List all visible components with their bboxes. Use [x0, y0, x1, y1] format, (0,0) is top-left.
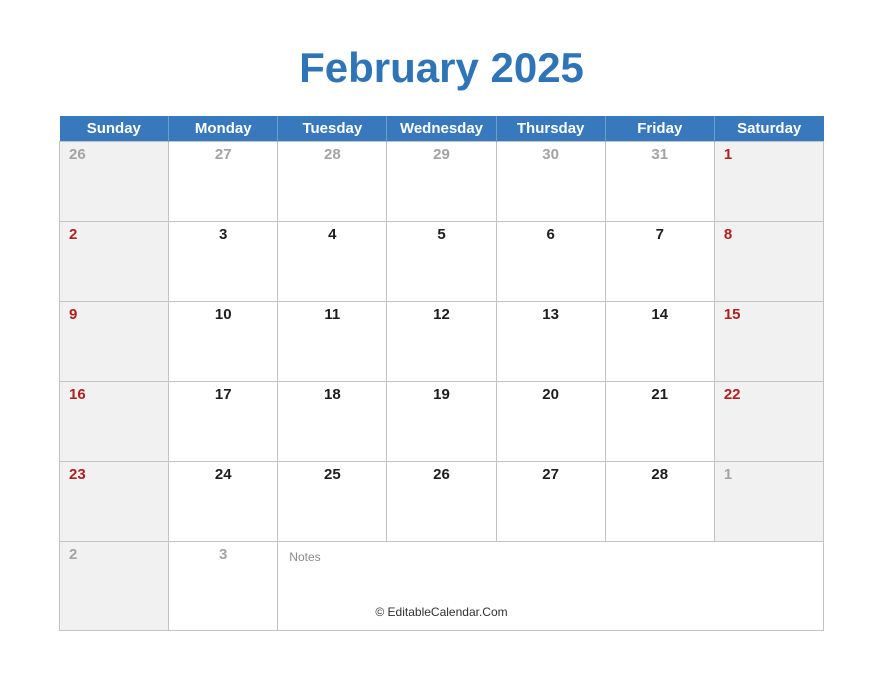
day-cell[interactable]: 29 [387, 142, 496, 222]
calendar-body [60, 142, 824, 631]
calendar-week-row [60, 382, 824, 462]
day-cell[interactable]: 8 [714, 222, 823, 302]
day-cell[interactable]: 31 [605, 142, 714, 222]
day-cell[interactable]: 27 [169, 142, 278, 222]
day-cell[interactable]: 4 [278, 222, 387, 302]
day-cell[interactable]: 6 [496, 222, 605, 302]
day-cell[interactable]: 3 [169, 222, 278, 302]
weekday-header-wednesday: Wednesday [387, 116, 496, 142]
day-cell[interactable]: 26 [60, 142, 169, 222]
day-cell[interactable]: 17 [169, 382, 278, 462]
day-cell[interactable]: 30 [496, 142, 605, 222]
day-cell[interactable]: 21 [605, 382, 714, 462]
weekday-header-row [60, 116, 824, 142]
day-cell[interactable]: 23 [60, 462, 169, 542]
weekday-header-sunday: Sunday [60, 116, 169, 142]
weekday-header-saturday: Saturday [714, 116, 823, 142]
day-cell[interactable]: 10 [169, 302, 278, 382]
weekday-header-monday: Monday [169, 116, 278, 142]
calendar-table [59, 116, 824, 631]
day-cell[interactable]: 13 [496, 302, 605, 382]
weekday-header-tuesday: Tuesday [278, 116, 387, 142]
day-cell[interactable]: 1 [714, 142, 823, 222]
day-cell[interactable]: 18 [278, 382, 387, 462]
day-cell[interactable]: 7 [605, 222, 714, 302]
calendar-week-row [60, 142, 824, 222]
day-cell[interactable]: 20 [496, 382, 605, 462]
notes-label: Notes [289, 550, 321, 564]
day-cell[interactable]: 28 [278, 142, 387, 222]
day-cell[interactable]: 14 [605, 302, 714, 382]
day-cell[interactable]: 19 [387, 382, 496, 462]
day-cell[interactable]: 3 [169, 542, 278, 631]
day-cell[interactable]: 27 [496, 462, 605, 542]
footer-credit: © EditableCalendar.Com [375, 605, 508, 619]
day-cell[interactable]: 2 [60, 222, 169, 302]
calendar-week-row [60, 302, 824, 382]
day-cell[interactable]: 26 [387, 462, 496, 542]
calendar-header [60, 116, 824, 142]
day-cell[interactable]: 12 [387, 302, 496, 382]
day-cell[interactable]: 5 [387, 222, 496, 302]
weekday-header-friday: Friday [605, 116, 714, 142]
day-cell[interactable]: 24 [169, 462, 278, 542]
day-cell[interactable]: 25 [278, 462, 387, 542]
day-cell[interactable]: 2 [60, 542, 169, 631]
calendar-week-row [60, 222, 824, 302]
day-cell[interactable]: 22 [714, 382, 823, 462]
page-title: February 2025 [299, 44, 584, 91]
day-cell[interactable]: 28 [605, 462, 714, 542]
calendar-week-row [60, 462, 824, 542]
day-cell[interactable]: 1 [714, 462, 823, 542]
day-cell[interactable]: 15 [714, 302, 823, 382]
day-cell[interactable]: 9 [60, 302, 169, 382]
day-cell[interactable]: 11 [278, 302, 387, 382]
day-cell[interactable]: 16 [60, 382, 169, 462]
weekday-header-thursday: Thursday [496, 116, 605, 142]
